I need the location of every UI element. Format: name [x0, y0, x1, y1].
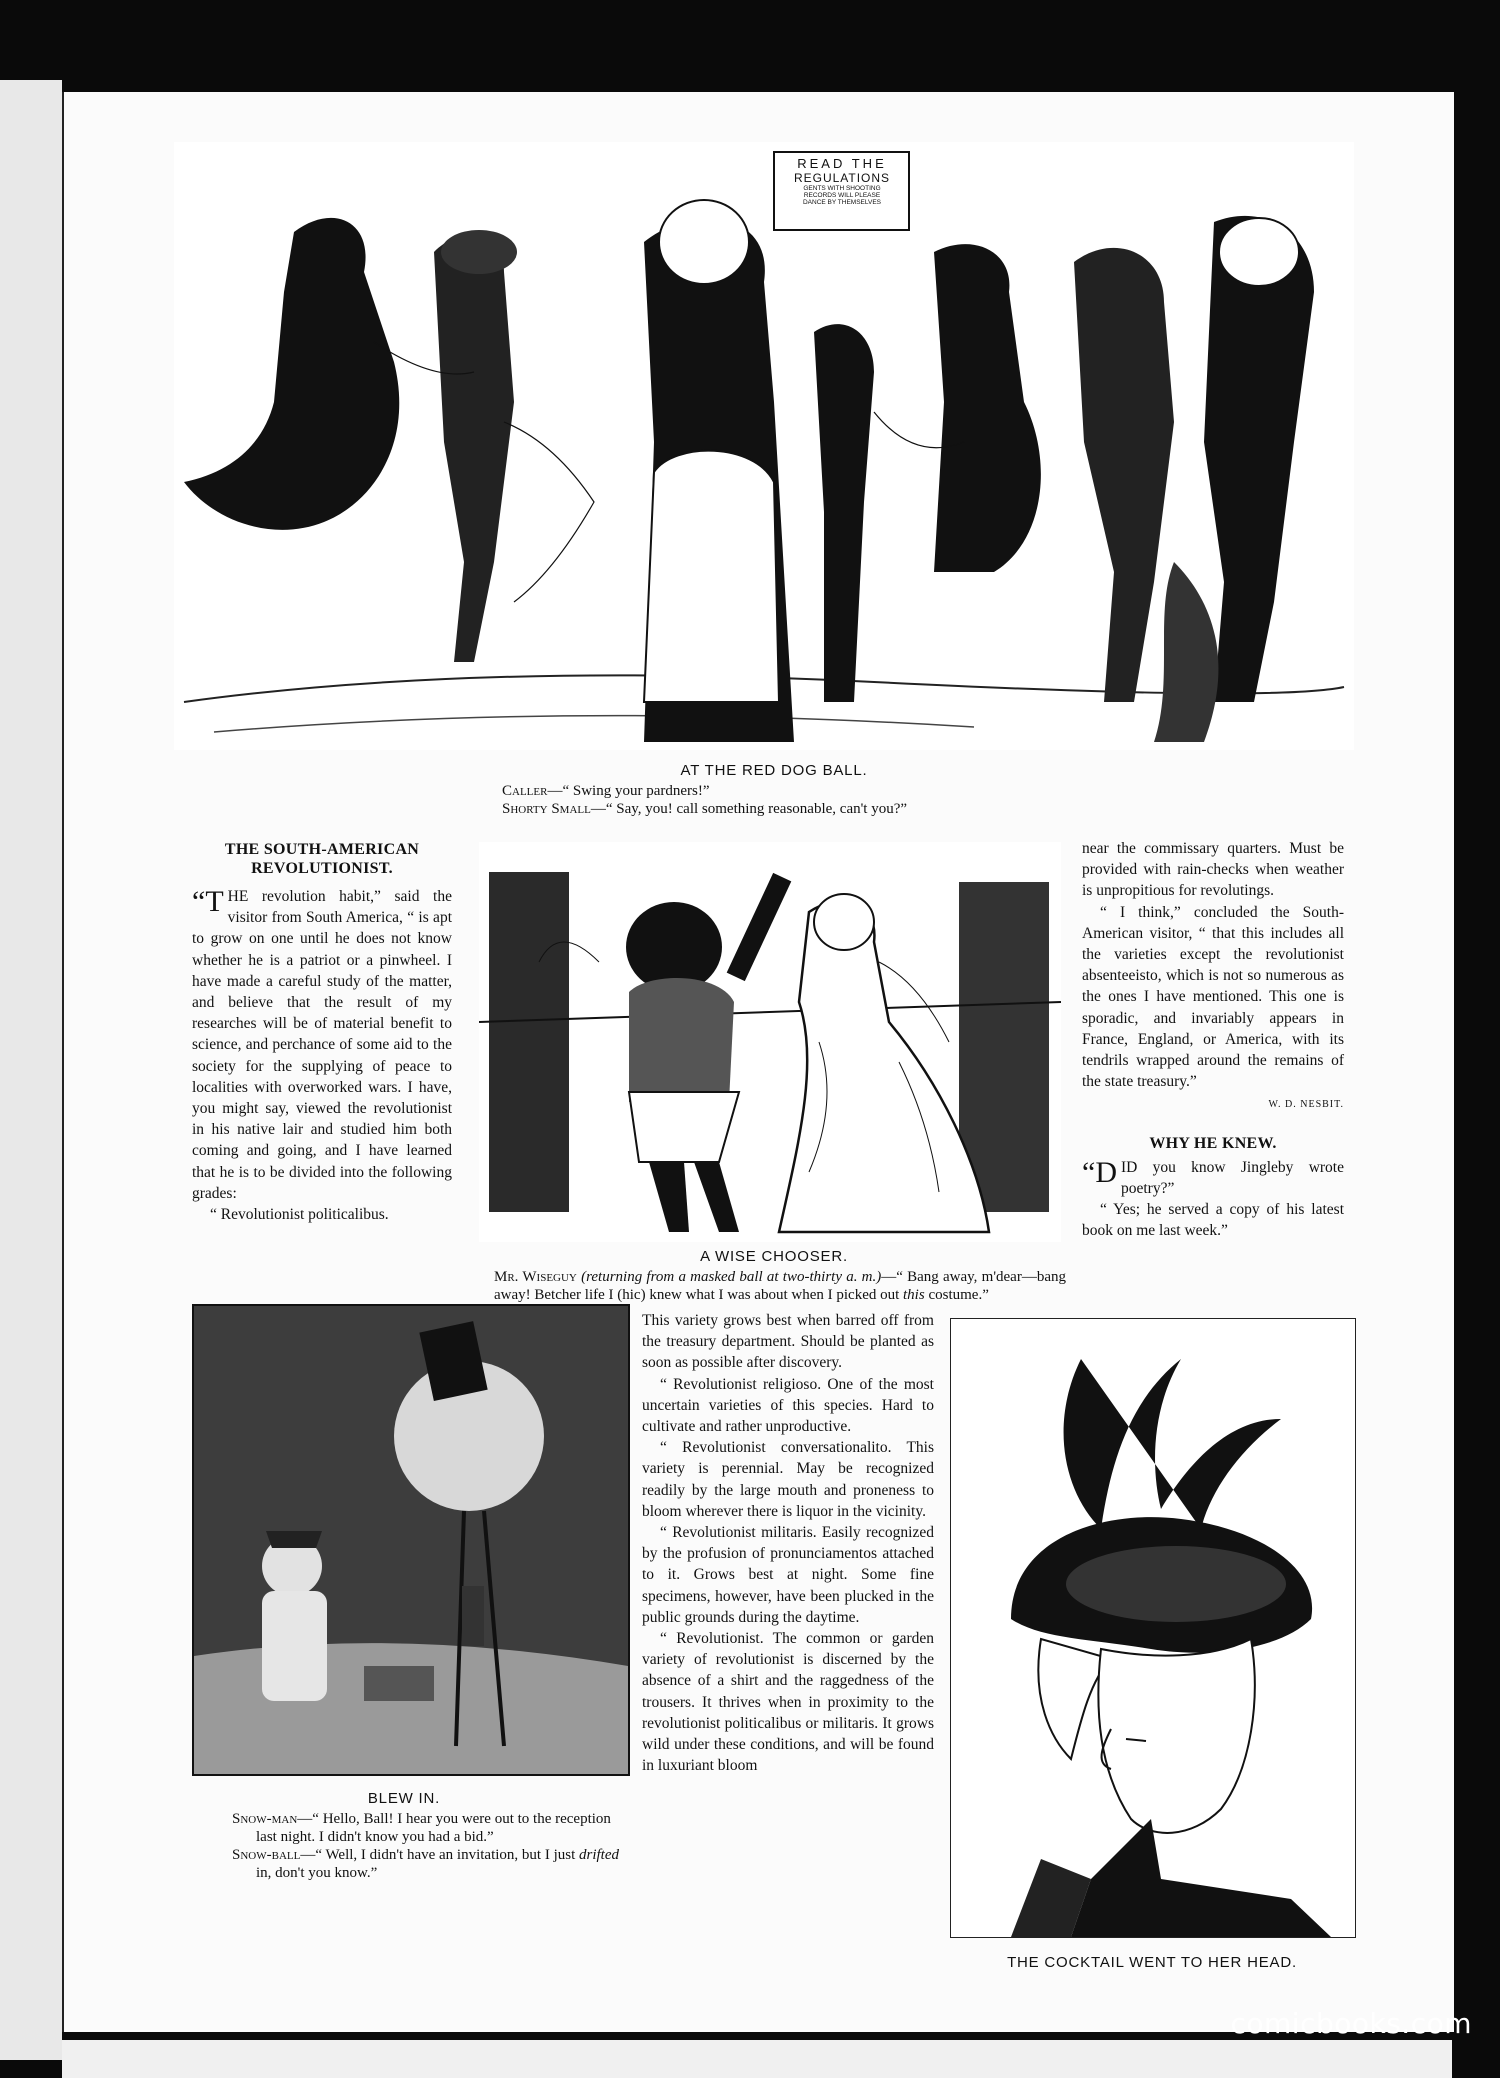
article1-col3-p2: “ I think,” concluded the South-American visitor, “ that this includes all the varieties except the revolutionist absenteeisto, which is not so numerous as the ones I have mentioned. This one is sporadic, and invariably appears in France, England, or America, with its tendrils wrapped around the remains of the state treasury.”	[1082, 903, 1344, 1091]
article-revolutionist-col3	[1082, 838, 1344, 1241]
article1-col3-p1: near the commissary quarters. Must be provided with rain-checks when weather is unpropitious for revolutings.	[1082, 840, 1344, 900]
wise-chooser-title: A WISE CHOOSER.	[700, 1248, 848, 1265]
next-page-edge	[62, 2040, 1452, 2078]
article1-col2-p4: “ Revolutionist militaris. Easily recognized by the profusion of pronunciamentos attached to it. Grows best at night. Some fine specimens, however, have been plucked in the public grounds during the daytime.	[642, 1524, 934, 1626]
magazine-page	[62, 92, 1454, 2032]
snowball-speaker: Snow-ball	[232, 1847, 301, 1863]
shorty-speaker: Shorty Small	[502, 801, 591, 817]
byline: W. D. NESBIT.	[1268, 1099, 1344, 1111]
sign-line-5: DANCE BY THEMSELVES	[802, 199, 882, 206]
red-dog-ball-illustration	[174, 142, 1354, 750]
article1-col2-p3: “ Revolutionist conversationalito. This variety is perennial. May be recognized readily by the large mouth and proneness to bloom wherever there is liquor in the vicinity.	[642, 1439, 934, 1520]
article-heading-line1: THE SOUTH-AMERICAN	[224, 841, 420, 858]
snowball-line-b: in, don't you know.”	[256, 1865, 378, 1881]
cocktail-title: THE COCKTAIL WENT TO HER HEAD.	[1007, 1954, 1297, 1971]
snowman-speaker: Snow-man	[232, 1811, 298, 1827]
article-heading-line2: REVOLUTIONIST.	[251, 860, 393, 877]
why-he-knew-p1: ID you know Jingleby wrote poetry?”	[1120, 1158, 1344, 1197]
wiseguy-speaker: Mr. Wiseguy	[494, 1269, 577, 1285]
article1-col2-p5: “ Revolutionist. The common or garden variety of revolutionist is discerned by the absence of a shirt and the raggedness of the trousers. It thrives when in proximity to the revolutionist politicalibus or militaris. It grows wild under these conditions, and will be found in luxuriant bloom	[642, 1630, 934, 1775]
article1-col2-p2: “ Revolutionist religioso. One of the most uncertain varieties of this species. Hard to cultivate and rather unproductive.	[642, 1375, 934, 1436]
red-dog-caption-lines	[502, 782, 1122, 818]
wise-chooser-caption	[494, 1268, 1066, 1304]
red-dog-caption-title: AT THE RED DOG BALL.	[680, 762, 868, 779]
blew-in-title: BLEW IN.	[367, 1790, 441, 1807]
blew-in-caption	[232, 1810, 622, 1882]
caller-line: —“ Swing your pardners!”	[547, 783, 710, 799]
adjacent-page-edge	[0, 80, 62, 2060]
article-revolutionist-col2	[642, 1310, 934, 1776]
wiseguy-stage-direction: (returning from a masked ball at two-thirty a. m.)	[581, 1269, 882, 1285]
sign-line-2: REGULATIONS	[793, 171, 891, 185]
drop-cap-d: “D	[1082, 1155, 1117, 1189]
blew-in-illustration	[192, 1304, 630, 1776]
wiseguy-line-a: —“ Bang away, m'dear—bang away! Betcher life I (hic) knew what I was about when I picked out	[494, 1269, 1066, 1303]
site-watermark: comicbooks.com	[1230, 2007, 1472, 2040]
why-he-knew-heading: WHY HE KNEW.	[1149, 1134, 1277, 1152]
article1-col1-text: HE revolution habit,” said the visitor from South America, “ is apt to grow on one until he does not know whether he is a patriot or a pinwheel. I have made a careful study of the matter, and believe that the result of my researches will be of material benefit to science, and perchance of some aid to the society for the supplying of peace to localities with overworked wars. I have, you might say, viewed the revolutionist in his native lair and studied him both coming and going, and I have learned that he is to be divided into the following grades:	[192, 888, 452, 1202]
wiseguy-line-b: costume.”	[924, 1287, 989, 1303]
snowman-line: —“ Hello, Ball! I hear you were out to the reception last night. I didn't know you had a bid.”	[256, 1811, 611, 1845]
sign-line-1: READ THE	[797, 156, 887, 171]
snowball-line-a: —“ Well, I didn't have an invitation, but I just	[300, 1847, 579, 1863]
cocktail-illustration	[950, 1318, 1356, 1938]
wise-chooser-illustration	[479, 842, 1061, 1242]
shorty-line: —“ Say, you! call something reasonable, can't you?”	[590, 801, 908, 817]
article1-col1-p2: “ Revolutionist politicalibus.	[210, 1206, 389, 1224]
sign-line-3: GENTS WITH SHOOTING	[803, 185, 881, 192]
snowball-italic-drifted: drifted	[579, 1847, 619, 1863]
why-he-knew-p2: “ Yes; he served a copy of his latest book on me last week.”	[1082, 1201, 1344, 1240]
article1-col2-p1: This variety grows best when barred off from the treasury department. Should be planted as soon as possible after discovery.	[642, 1312, 934, 1372]
sign-line-4: RECORDS WILL PLEASE	[803, 192, 881, 199]
article-revolutionist-col1	[192, 840, 452, 1225]
wiseguy-italic-this: this	[903, 1287, 925, 1303]
drop-cap: “T	[192, 885, 224, 918]
caller-speaker: Caller	[502, 783, 548, 799]
